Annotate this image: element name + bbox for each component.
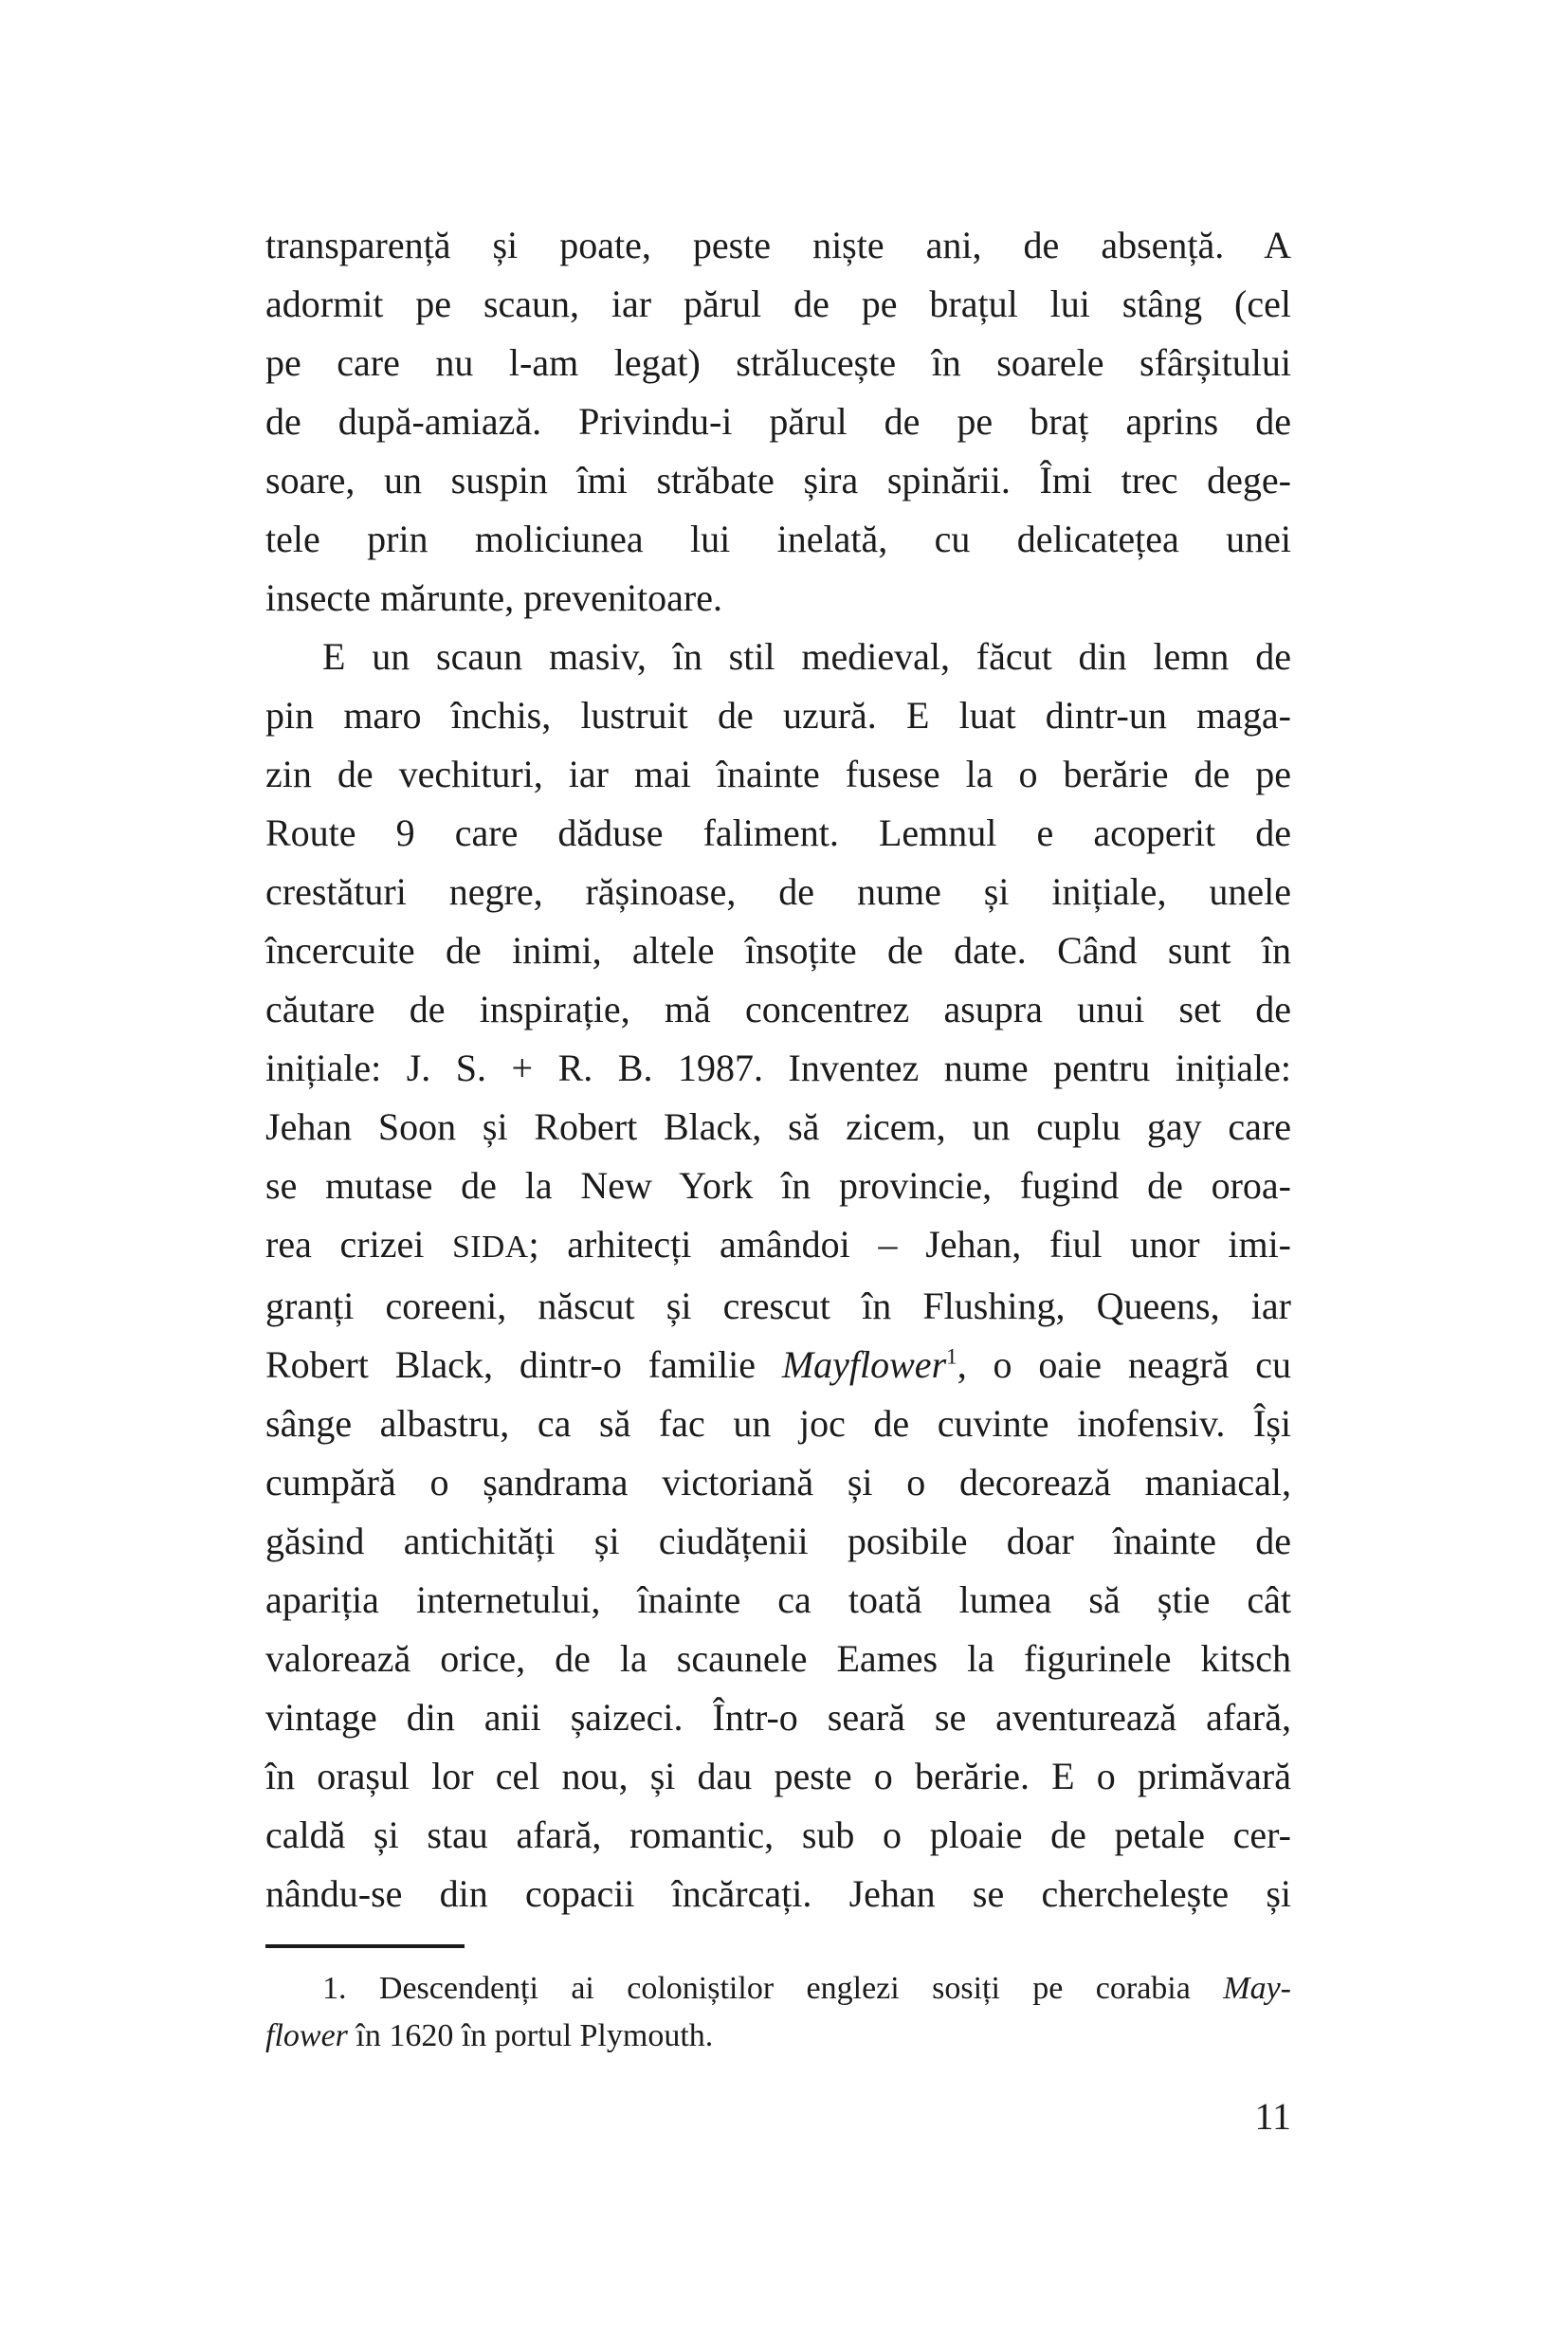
text-line: transparență și poate, peste niște ani, de absență. A bbox=[265, 224, 1291, 266]
text-line: încercuite de inimi, altele însoțite de date. Când sunt în bbox=[265, 929, 1291, 972]
text-line: caldă și stau afară, romantic, sub o ploaie de petale cer- bbox=[265, 1813, 1291, 1856]
text-line: pe care nu l-am legat) strălucește în soarele sfârșitului bbox=[265, 341, 1291, 384]
text-line: valorează orice, de la scaunele Eames la figurinele kitsch bbox=[265, 1637, 1291, 1680]
footnote-text bbox=[265, 1965, 1291, 2060]
paragraph bbox=[265, 216, 1291, 628]
text-line: tele prin moliciunea lui inelată, cu delicatețea unei bbox=[265, 518, 1291, 560]
text-line: insecte mărunte, prevenitoare. bbox=[265, 576, 722, 619]
text-line: sânge albastru, ca să fac un joc de cuvinte inofensiv. Își bbox=[265, 1402, 1291, 1445]
text-line: inițiale: J. S. + R. B. 1987. Inventez nume pentru inițiale: bbox=[265, 1047, 1291, 1089]
text-line: 1. Descendenți ai coloniștilor englezi sosiți pe corabia May- bbox=[322, 1971, 1291, 2006]
text-line: soare, un suspin îmi străbate șira spinării. Îmi trec dege- bbox=[265, 459, 1291, 501]
text-line: cumpără o șandrama victoriană și o decorează maniacal, bbox=[265, 1461, 1291, 1504]
text-line: de după-amiază. Privindu-i părul de pe braț aprins de bbox=[265, 400, 1291, 443]
footnote bbox=[265, 1944, 1291, 2060]
text-line: crestături negre, rășinoase, de nume și inițiale, unele bbox=[265, 870, 1291, 913]
text-line: rea crizei SIDA; arhitecți amândoi – Jehan, fiul unor imi- bbox=[265, 1223, 1292, 1266]
text-line: pin maro închis, lustruit de uzură. E luat dintr-un maga- bbox=[265, 694, 1291, 737]
text-line: Robert Black, dintr-o familie Mayflower$^1$, o oaie neagră cu bbox=[265, 1343, 1291, 1386]
text-line: zin de vechituri, iar mai înainte fusese la o berărie de pe bbox=[265, 753, 1291, 795]
text-block bbox=[265, 216, 1291, 2140]
text-line: flower în 1620 în portul Plymouth. bbox=[265, 2018, 714, 2053]
text-line: apariția internetului, înainte ca toată lumea să știe cât bbox=[265, 1578, 1291, 1621]
text-line: nându-se din copacii încărcați. Jehan se cherchelește și bbox=[265, 1872, 1291, 1915]
text-line: E un scaun masiv, în stil medieval, făcut din lemn de bbox=[322, 635, 1291, 678]
footnote-separator-rule bbox=[265, 1944, 465, 1948]
text-line: granți coreeni, născut și crescut în Flushing, Queens, iar bbox=[265, 1285, 1291, 1327]
body-text bbox=[265, 216, 1291, 1923]
text-line: vintage din anii șaizeci. Într-o seară se aventurează afară, bbox=[265, 1696, 1291, 1739]
page-number: 11 bbox=[1254, 2095, 1291, 2138]
text-line: în orașul lor cel nou, și dau peste o berărie. E o primăvară bbox=[265, 1755, 1291, 1797]
text-line: se mutase de la New York în provincie, fugind de oroa- bbox=[265, 1164, 1291, 1207]
text-line: Route 9 care dăduse faliment. Lemnul e acoperit de bbox=[265, 811, 1291, 854]
text-line: adormit pe scaun, iar părul de pe brațul lui stâng (cel bbox=[265, 282, 1291, 325]
text-line: căutare de inspirație, mă concentrez asupra unui set de bbox=[265, 988, 1291, 1030]
text-line: găsind antichități și ciudățenii posibile doar înainte de bbox=[265, 1520, 1291, 1562]
paragraph bbox=[265, 628, 1291, 1923]
text-line: Jehan Soon și Robert Black, să zicem, un cuplu gay care bbox=[265, 1105, 1291, 1148]
